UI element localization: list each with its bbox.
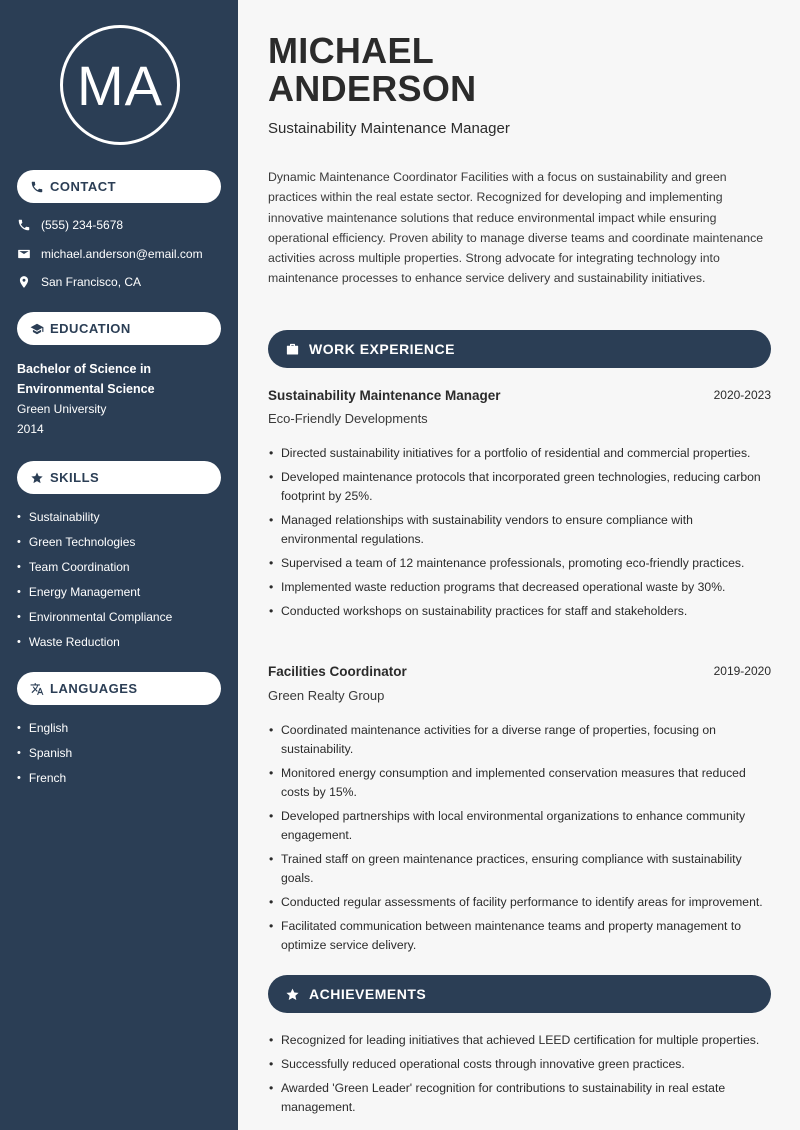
job-bullets	[268, 444, 768, 626]
job-title-text: Sustainability Maintenance Manager	[268, 388, 501, 403]
contact-heading: CONTACT	[50, 179, 117, 194]
job-company: Eco-Friendly Developments	[268, 411, 428, 426]
list-item: • Monitored energy consumption and implemented conservation measures that reduced costs by 15%.	[268, 764, 768, 802]
star-icon	[30, 471, 44, 485]
job-dates: 2020-2023	[713, 388, 771, 402]
list-item: • Developed maintenance protocols that incorporated green technologies, reducing carbon footprint by 25%.	[268, 468, 768, 506]
email-text: michael.anderson@email.com	[41, 247, 203, 261]
achievements-heading: ACHIEVEMENTS	[309, 986, 427, 1002]
education-heading: EDUCATION	[50, 321, 131, 336]
envelope-icon	[17, 247, 31, 261]
location-text: San Francisco, CA	[41, 275, 142, 289]
skills-heading: SKILLS	[50, 470, 100, 485]
contact-location	[17, 275, 141, 289]
job-bullets	[268, 721, 768, 960]
location-pin-icon	[17, 275, 31, 289]
list-item: • Managed relationships with sustainability vendors to ensure compliance with environmental regulations.	[268, 511, 768, 549]
list-item: • Implemented waste reduction programs that decreased operational waste by 30%.	[268, 578, 768, 597]
sidebar	[0, 0, 238, 1130]
job-title-text: Facilities Coordinator	[268, 664, 407, 679]
education-degree: Bachelor of Science in Environmental Science	[17, 362, 155, 396]
avatar: MA	[60, 25, 180, 145]
job-title	[268, 664, 771, 679]
job-company: Green Realty Group	[268, 688, 385, 703]
contact-email[interactable]	[17, 247, 203, 261]
skill-item: • Energy Management	[17, 579, 172, 604]
list-item: • Conducted regular assessments of facility performance to identify areas for improvement.	[268, 893, 768, 912]
language-item: • French	[17, 765, 72, 790]
briefcase-icon	[285, 342, 300, 357]
list-item: • Successfully reduced operational costs through innovative green practices.	[268, 1055, 768, 1074]
skill-item: • Team Coordination	[17, 554, 172, 579]
education-school: Green University	[17, 402, 107, 416]
name-first: MICHAEL	[268, 30, 435, 71]
phone-icon	[30, 180, 44, 194]
achievements-list	[268, 1031, 768, 1122]
list-item: • Awarded 'Green Leader' recognition for contributions to sustainability in real estate management.	[268, 1079, 768, 1117]
skill-item: • Sustainability	[17, 504, 172, 529]
list-item: • Recognized for leading initiatives that achieved LEED certification for multiple properties.	[268, 1031, 768, 1050]
phone-text: (555) 234-5678	[41, 218, 124, 232]
languages-heading: LANGUAGES	[50, 681, 138, 696]
list-item: • Facilitated communication between maintenance teams and property management to optimize service delivery.	[268, 917, 768, 955]
job-title	[268, 388, 771, 403]
work-heading: WORK EXPERIENCE	[309, 341, 455, 357]
candidate-name	[268, 32, 476, 108]
language-item: • English	[17, 715, 72, 740]
skills-section-header	[17, 461, 221, 494]
work-experience-header	[268, 330, 771, 368]
achievements-header	[268, 975, 771, 1013]
graduation-cap-icon	[30, 322, 44, 336]
list-item: • Coordinated maintenance activities for a diverse range of properties, focusing on sustainability.	[268, 721, 768, 759]
education-year: 2014	[17, 422, 44, 436]
star-icon	[285, 987, 300, 1002]
list-item: • Directed sustainability initiatives for a portfolio of residential and commercial properties.	[268, 444, 768, 463]
job-dates: 2019-2020	[713, 664, 771, 678]
skill-item: • Waste Reduction	[17, 629, 172, 654]
name-last: ANDERSON	[268, 68, 477, 109]
skills-list	[17, 504, 172, 654]
skill-item: • Environmental Compliance	[17, 604, 172, 629]
translate-icon	[30, 682, 44, 696]
list-item: • Developed partnerships with local environmental organizations to enhance community engagement.	[268, 807, 768, 845]
language-item: • Spanish	[17, 740, 72, 765]
list-item: • Supervised a team of 12 maintenance professionals, promoting eco-friendly practices.	[268, 554, 768, 573]
profile-summary: Dynamic Maintenance Coordinator Facilities with a focus on sustainability and green practices within the real estate sector. Recognized for developing and implementing innovative maintenance solutions that reduce environmental impact while ensuring operational efficiency. Proven ability to manage diverse teams and coordinate maintenance activities across multiple properties. Strong advocate for integrating technology into maintenance processes to enhance service delivery and sustainability initiatives.	[268, 170, 764, 286]
contact-section-header	[17, 170, 221, 203]
contact-phone[interactable]	[17, 218, 123, 232]
languages-section-header	[17, 672, 221, 705]
education-section-header	[17, 312, 221, 345]
list-item: • Trained staff on green maintenance practices, ensuring compliance with sustainability goals.	[268, 850, 768, 888]
list-item: • Conducted workshops on sustainability practices for staff and stakeholders.	[268, 602, 768, 621]
candidate-title: Sustainability Maintenance Manager	[268, 120, 510, 137]
phone-icon	[17, 218, 31, 232]
languages-list	[17, 715, 72, 790]
skill-item: • Green Technologies	[17, 529, 172, 554]
